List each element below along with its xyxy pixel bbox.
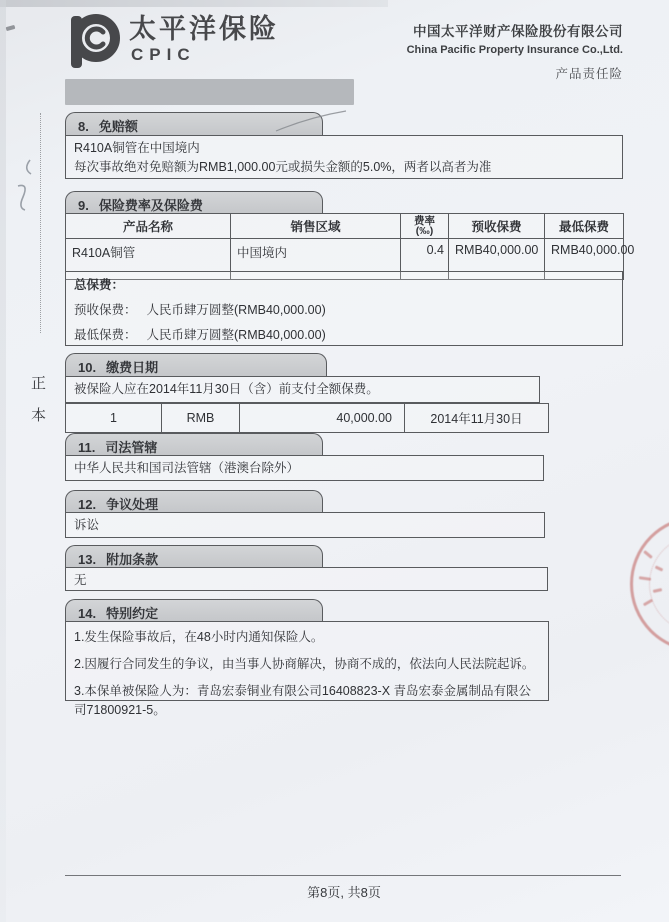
- prepaid-premium-value: 人民币肆万圆整(RMB40,000.00): [146, 303, 326, 317]
- payment-schedule-row: [65, 403, 549, 433]
- minimum-premium-line: [74, 326, 614, 344]
- payment-row: [66, 404, 549, 433]
- deductible-scope-line: R410A铜管在中国境内: [74, 141, 200, 155]
- page-indicator: 第8页, 共8页: [307, 885, 381, 900]
- cell-product: R410A铜管: [66, 239, 231, 280]
- cell-rate: 0.4: [401, 239, 449, 280]
- original-copy-char-1: 正: [31, 375, 47, 392]
- additional-clauses-text: 无: [74, 573, 87, 587]
- section-8-number: 8.: [78, 119, 89, 134]
- cpic-logo: [68, 13, 279, 71]
- logo-name-en: CPIC: [131, 45, 196, 64]
- special-item-2: 2.因履行合同发生的争议，由当事人协商解决，协商不成的，依法向人民法院起诉。: [74, 657, 535, 671]
- section-10-title: 缴费日期: [106, 360, 159, 375]
- section-9-number: 9.: [78, 198, 89, 213]
- col-header-region: 销售区域: [231, 214, 401, 239]
- minimum-premium-label: 最低保费：: [74, 328, 137, 342]
- scan-edge-shadow-top: [0, 0, 388, 7]
- cell-installment: 1: [66, 404, 162, 433]
- scan-artifact-mark: [6, 25, 16, 31]
- section-13-number: 13.: [78, 552, 97, 567]
- jurisdiction-content: [65, 455, 544, 481]
- prepaid-premium-label: 预收保费：: [74, 303, 137, 317]
- company-name-cn: 中国太平洋财产保险股份有限公司: [413, 24, 623, 39]
- special-item-3: 3.本保单被保险人为：青岛宏泰铜业有限公司16408823-X 青岛宏泰金属制品有限公司71800921-5。: [74, 684, 532, 717]
- section-12-title: 争议处理: [106, 497, 159, 512]
- cpic-logo-text: [129, 13, 279, 71]
- section-14-title: 特别约定: [106, 606, 159, 621]
- col-header-minimum: 最低保费: [545, 214, 624, 239]
- jurisdiction-text: 中华人民共和国司法管辖（港澳台除外）: [74, 461, 300, 475]
- section-13-additional-tab: [65, 545, 323, 567]
- red-company-stamp: [630, 516, 669, 652]
- section-10-payment-tab: [65, 353, 327, 376]
- section-10-number: 10.: [78, 360, 97, 375]
- section-12-dispute-tab: [65, 490, 323, 512]
- special-provisions-content: [65, 621, 549, 717]
- section-9-title: 保险费率及保险费: [98, 198, 203, 213]
- minimum-premium-value: 人民币肆万圆整(RMB40,000.00): [146, 328, 326, 342]
- cpic-logo-icon: [68, 13, 120, 71]
- total-premium-box: [65, 271, 623, 346]
- col-header-rate: [401, 214, 449, 239]
- special-item-1: 1.发生保险事故后，在48小时内通知保险人。: [74, 630, 324, 644]
- section-14-special-tab: [65, 599, 323, 621]
- section-11-jurisdiction-tab: [65, 433, 323, 455]
- cell-currency: RMB: [162, 404, 240, 433]
- rate-table-header-row: [66, 214, 624, 239]
- section-8-title: 免赔额: [98, 119, 138, 134]
- pen-stroke-mark: [268, 106, 352, 134]
- additional-clauses-content: [65, 567, 548, 591]
- section-13-title: 附加条款: [106, 552, 159, 567]
- rate-unit: (‰): [415, 225, 434, 237]
- cell-region: 中国境内: [231, 239, 401, 280]
- section-14-number: 14.: [78, 606, 97, 621]
- cell-prepaid: RMB40,000.00: [449, 239, 545, 280]
- payment-note-text: 被保险人应在2014年11月30日（含）前支付全额保费。: [74, 382, 379, 396]
- payment-note-box: [65, 376, 540, 403]
- product-type-label: 产品责任险: [555, 67, 623, 81]
- cell-amount: 40,000.00: [240, 404, 405, 433]
- redacted-text-bar: [65, 79, 354, 105]
- cell-due-date: 2014年11月30日: [405, 404, 549, 433]
- section-11-number: 11.: [78, 440, 96, 455]
- company-name-en: China Pacific Property Insurance Co.,Ltd.: [406, 44, 623, 56]
- prepaid-premium-line: [74, 301, 614, 319]
- footer-divider: [65, 875, 621, 876]
- col-header-prepaid: 预收保费: [449, 214, 545, 239]
- section-8-deductible-content: [65, 135, 623, 179]
- section-9-premium-tab: [65, 191, 323, 213]
- dispute-text: 诉讼: [74, 518, 100, 532]
- pen-mark: [8, 150, 42, 230]
- rate-label: 费率: [414, 215, 435, 227]
- company-header: [407, 20, 623, 82]
- cell-minimum: RMB40,000.00: [545, 239, 624, 280]
- total-premium-label: 总保费：: [74, 278, 125, 292]
- section-11-title: 司法管辖: [105, 440, 158, 455]
- premium-rate-table: [65, 213, 635, 280]
- scan-edge-shadow-left: [0, 0, 6, 922]
- original-copy-char-2: 本: [31, 407, 47, 424]
- dispute-content: [65, 512, 545, 538]
- section-12-number: 12.: [78, 497, 97, 512]
- deductible-amount-line: 每次事故绝对免赔额为RMB1,000.00元或损失金额的5.0%，两者以高者为准: [74, 160, 492, 174]
- logo-name-cn: 太平洋保险: [129, 14, 279, 44]
- col-header-product: 产品名称: [66, 214, 231, 239]
